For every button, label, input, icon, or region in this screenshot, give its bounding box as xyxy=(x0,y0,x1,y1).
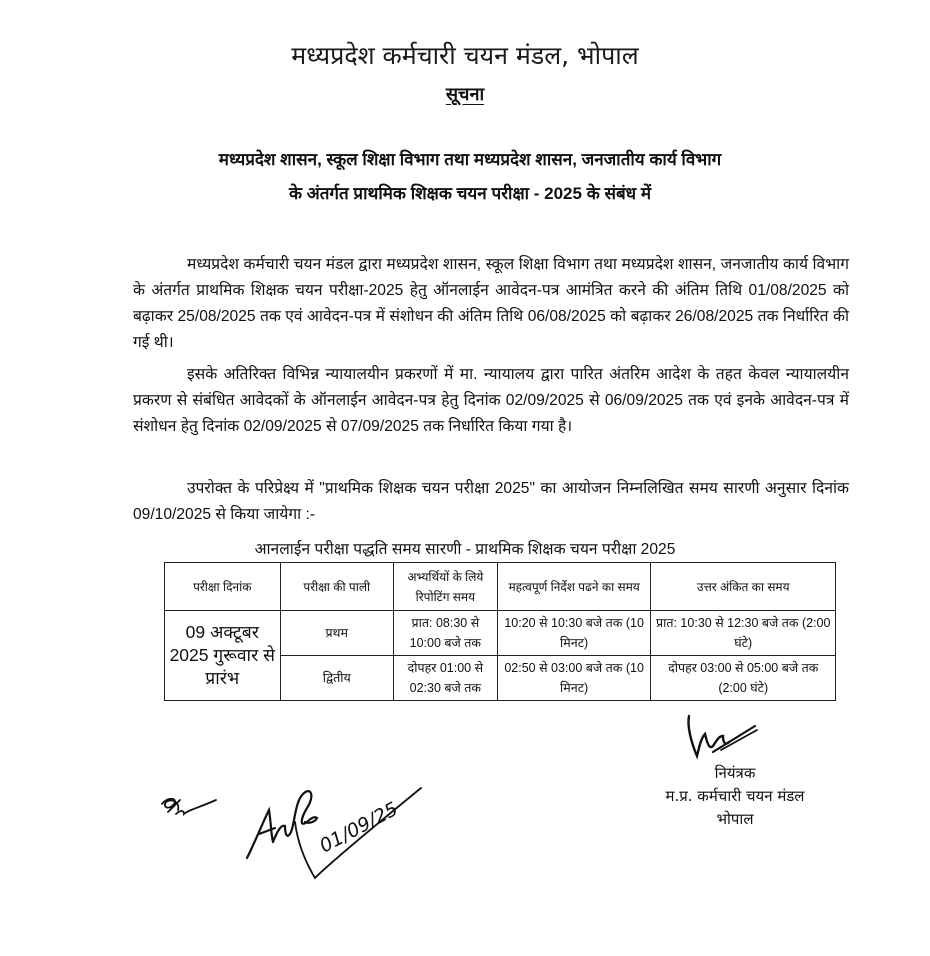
subject-block xyxy=(150,143,790,211)
answering-cell: प्रात: 10:30 से 12:30 बजे तक (2:00 घंटे) xyxy=(651,611,836,656)
controller-signature xyxy=(683,712,763,764)
answering-cell: दोपहर 03:00 से 05:00 बजे तक (2:00 घंटे) xyxy=(651,656,836,701)
table-row xyxy=(165,611,836,656)
header-instructions-time: महत्वपूर्ण निर्देश पढने का समय xyxy=(497,563,651,611)
paragraph-court-cases xyxy=(133,362,849,440)
signatory-block xyxy=(620,762,850,831)
handwritten-date: 01/09/25 xyxy=(316,797,402,858)
table-header-row xyxy=(165,563,836,611)
header-exam-date: परीक्षा दिनांक xyxy=(165,563,281,611)
paragraph-application-dates xyxy=(133,252,849,356)
notice-label: सूचना xyxy=(445,84,485,105)
exam-date-cell: 09 अक्टूबर 2025 गुरूवार से प्रारंभ xyxy=(165,611,281,701)
paragraph-text: मध्यप्रदेश कर्मचारी चयन मंडल द्वारा मध्यप्रदेश शासन, स्कूल शिक्षा विभाग तथा मध्यप्रदेश शासन, जनजातीय कार्य विभाग के अंतर्गत प्राथमिक शिक्षक चयन परीक्षा-2025 हेतु ऑनलाईन आवेदन-पत्र आमंत्रित करने की अंतिम तिथि 01/08/2025 को बढ़ाकर 25/08/2025 तक एवं आवेदन-पत्र में संशोधन की अंतिम तिथि 06/08/2025 को बढ़ाकर 26/08/2025 तक निर्धारित की गई थी। xyxy=(133,256,849,351)
schedule-table xyxy=(164,562,836,701)
paragraph-text: उपरोक्त के परिप्रेक्ष्य में "प्राथमिक शिक्षक चयन परीक्षा 2025" का आयोजन निम्नलिखित समय सारणी अनुसार दिनांक 09/10/2025 से किया जायेगा :- xyxy=(133,480,849,523)
subject-line-2: के अंतर्गत प्राथमिक शिक्षक चयन परीक्षा - 2025 के संबंध में xyxy=(288,184,652,203)
signatory-designation: नियंत्रक xyxy=(714,764,756,782)
header-shift: परीक्षा की पाली xyxy=(280,563,393,611)
paragraph-text: इसके अतिरिक्त विभिन्न न्यायालयीन प्रकरणों में मा. न्यायालय द्वारा पारित अंतरिम आदेश के तहत केवल न्यायालयीन प्रकरण से संबंधित आवेदकों के ऑनलाईन आवेदन-पत्र हेतु दिनांक 02/09/2025 से 06/09/2025 तक एवं इनके आवेदन-पत्र में संशोधन हेतु दिनांक 02/09/2025 से 07/09/2025 तक निर्धारित किया गया है। xyxy=(133,366,849,435)
signatory-office: म.प्र. कर्मचारी चयन मंडल xyxy=(665,787,805,805)
header-answering-time: उत्तर अंकित का समय xyxy=(651,563,836,611)
paragraph-exam-schedule xyxy=(133,476,849,528)
schedule-table-title: आनलाईन परीक्षा पद्धति समय सारणी - प्राथमिक शिक्षक चयन परीक्षा 2025 xyxy=(254,541,676,558)
instructions-cell: 10:20 से 10:30 बजे तक (10 मिनट) xyxy=(497,611,651,656)
signatory-city: भोपाल xyxy=(716,810,754,828)
organization-title: मध्यप्रदेश कर्मचारी चयन मंडल, भोपाल xyxy=(291,41,639,70)
initials-signature xyxy=(158,792,220,822)
reporting-cell: दोपहर 01:00 से 02:30 बजे तक xyxy=(393,656,497,701)
header-reporting-time: अभ्यर्थियों के लिये रिपोटिंग समय xyxy=(393,563,497,611)
shift-cell: द्वितीय xyxy=(280,656,393,701)
instructions-cell: 02:50 से 03:00 बजे तक (10 मिनट) xyxy=(497,656,651,701)
subject-line-1: मध्यप्रदेश शासन, स्कूल शिक्षा विभाग तथा मध्यप्रदेश शासन, जनजातीय कार्य विभाग xyxy=(218,150,722,169)
reporting-cell: प्रात: 08:30 से 10:00 बजे तक xyxy=(393,611,497,656)
notice-heading xyxy=(0,82,930,106)
shift-cell: प्रथम xyxy=(280,611,393,656)
